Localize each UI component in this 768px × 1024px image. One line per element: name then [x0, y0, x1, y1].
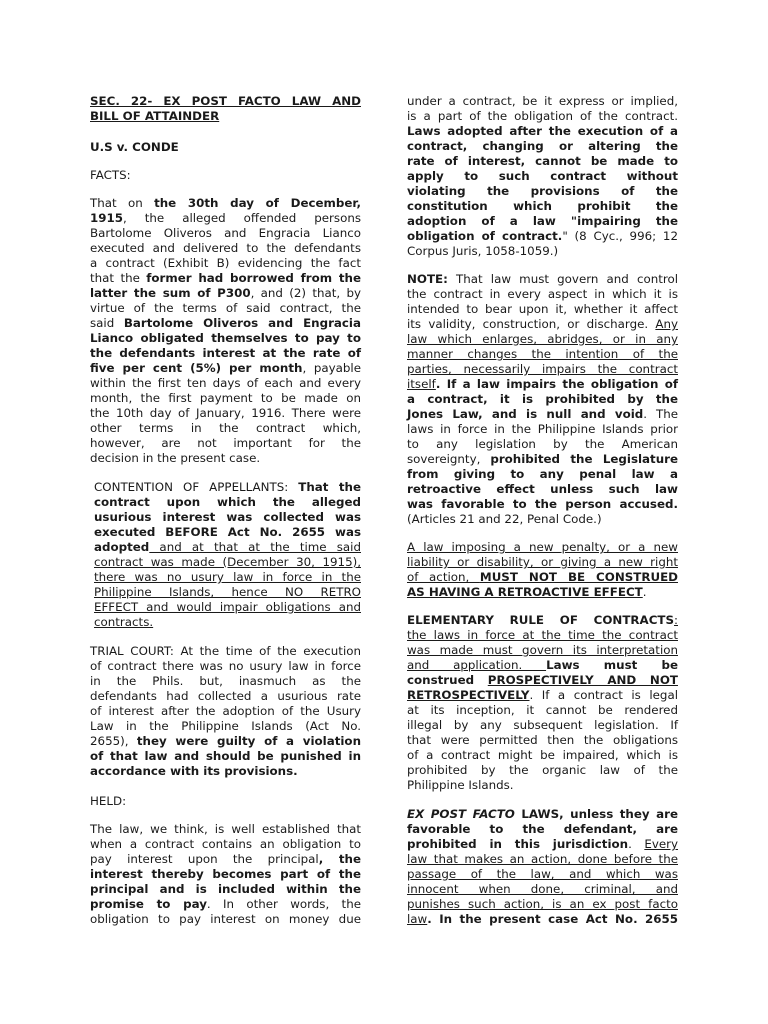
text-line: from giving to any penal law a: [407, 467, 678, 481]
text-line: sovereignty, prohibited the Legislature: [407, 452, 679, 466]
text-line: intended to bear upon it, whether it affect: [407, 302, 678, 316]
text-line: the 10th day of January, 1916. There were: [90, 406, 361, 420]
text-line: the contract in every aspect in which it is: [407, 287, 678, 301]
text-line: AS HAVING A RETROACTIVE EFFECT.: [407, 585, 647, 599]
contention-paragraph: [94, 480, 361, 630]
text-line: accordance with its provisions.: [90, 764, 298, 778]
trial-court-paragraph: [90, 644, 361, 779]
held-heading: HELD:: [90, 794, 127, 808]
text-line: TRIAL COURT: At the time of the execution: [90, 644, 361, 658]
held-label: [90, 794, 361, 809]
text-line: obligation of contract." (8 Cyc., 996; 12: [407, 229, 678, 243]
text-line: principal and is included within the: [90, 882, 361, 896]
facts-label: [90, 168, 361, 183]
text-line: at its inception, it cannot be rendered: [407, 703, 678, 717]
text-line: Corpus Juris, 1058-1059.): [407, 244, 559, 258]
text-line: The law, we think, is well established that: [90, 822, 361, 836]
text-line: laws in force in the Philippine Islands prior: [407, 422, 678, 436]
text-line: law which enlarges, abridges, or in any: [407, 332, 678, 346]
text-line: rate of interest, cannot be made to: [407, 154, 678, 168]
text-line: month, the first payment to be made on: [90, 391, 361, 405]
text-line: retroactive effect unless such law: [407, 482, 678, 496]
text-line: defendants had collected a usurious rate: [90, 689, 361, 703]
text-line: there was no usury law in force in the: [94, 570, 361, 584]
text-line: ELEMENTARY RULE OF CONTRACTS:: [407, 613, 678, 627]
text-line: prohibited in this jurisdiction. Every: [407, 837, 679, 851]
text-line: executed BEFORE Act No. 2655 was: [94, 525, 361, 539]
held-paragraph: [90, 822, 361, 927]
text-line: EFFECT and would impair obligations and: [94, 600, 361, 614]
text-line: that were permitted then the obligations: [407, 733, 678, 747]
text-line: within the first ten days of each and every: [90, 376, 361, 390]
case-title: U.S v. CONDE: [90, 140, 179, 154]
text-line: was made must govern its interpretation: [407, 643, 678, 657]
text-line: executed and delivered to the defendants: [90, 241, 361, 255]
text-line: a contract, it is prohibited by the: [407, 392, 678, 406]
facts-paragraph: [90, 196, 361, 466]
text-line: latter the sum of P300, and (2) that, by: [90, 286, 361, 300]
text-line: virtue of the terms of said contract, the: [90, 301, 361, 315]
text-line: the defendants interest at the rate of: [90, 346, 361, 360]
text-line: in the Phils. but, inasmuch as the: [90, 674, 361, 688]
text-line: of a contract might be impaired, which is: [407, 748, 678, 762]
text-line: a contract (Exhibit B) evidencing the fact: [90, 256, 361, 270]
text-line: pay interest upon the principal, the: [90, 852, 361, 866]
text-line: law. In the present case Act No. 2655: [407, 912, 678, 926]
text-line: of action, MUST NOT BE CONSTRUED: [407, 570, 678, 584]
text-line: CONTENTION OF APPELLANTS: That the: [94, 480, 361, 494]
text-line: decision in the present case.: [90, 451, 261, 465]
text-line: Bartolome Oliveros and Engracia Lianco: [90, 226, 361, 240]
text-line: its validity, construction, or discharge. Any: [407, 317, 678, 331]
text-line: contract, changing or altering the: [407, 139, 678, 153]
text-line: contract was made (December 30, 1915),: [94, 555, 361, 569]
text-line: EX POST FACTO LAWS, unless they are: [407, 807, 679, 821]
text-line: of contract there was no usury law in force: [90, 659, 361, 673]
text-line: law that makes an action, done before the: [407, 852, 678, 866]
elementary-rule-paragraph: [407, 613, 678, 793]
text-line: prohibited by the organic law of the: [407, 763, 678, 777]
text-line: Lianco obligated themselves to pay to: [90, 331, 361, 345]
text-line: adopted and at that at the time said: [94, 540, 361, 554]
continuation-paragraph: [407, 94, 678, 259]
facts-heading: FACTS:: [90, 168, 131, 182]
title-line: BILL OF ATTAINDER: [90, 109, 220, 123]
text-line: contracts.: [94, 615, 154, 629]
section-title: [90, 94, 361, 124]
text-line: favorable to the defendant, are: [407, 822, 678, 836]
text-line: of that law and should be punished in: [90, 749, 361, 763]
text-line: promise to pay. In other words, the: [90, 897, 361, 911]
text-line: adoption of a law "impairing the: [407, 214, 678, 228]
text-line: violating the provisions of the: [407, 184, 678, 198]
text-line: usurious interest was collected was: [94, 510, 361, 524]
text-line: construed PROSPECTIVELY AND NOT: [407, 673, 678, 687]
text-line: constitution which prohibit the: [407, 199, 678, 213]
title-line: SEC. 22- EX POST FACTO LAW AND: [90, 94, 361, 108]
text-line: Philippine Islands, hence NO RETRO: [94, 585, 361, 599]
note-paragraph: [407, 272, 678, 527]
text-line: (Articles 21 and 22, Penal Code.): [407, 512, 602, 526]
text-line: itself. If a law impairs the obligation of: [407, 377, 678, 391]
text-line: interest thereby becomes part of the: [90, 867, 361, 881]
text-line: of interest after the adoption of the Usury: [90, 704, 361, 718]
ex-post-facto-paragraph: [407, 807, 678, 927]
text-line: punishes such action, is an ex post facto: [407, 897, 678, 911]
text-line: 1915, the alleged offended persons: [90, 211, 361, 225]
text-line: is a part of the obligation of the contract.: [407, 109, 678, 123]
case-name: [90, 140, 361, 155]
text-line: under a contract, be it express or implied,: [407, 94, 678, 108]
text-line: parties, necessarily impairs the contract: [407, 362, 678, 376]
text-line: said Bartolome Oliveros and Engracia: [90, 316, 361, 330]
text-line: five per cent (5%) per month, payable: [90, 361, 362, 375]
text-line: A law imposing a new penalty, or a new: [407, 540, 678, 554]
text-line: that the former had borrowed from the: [90, 271, 361, 285]
text-line: That on the 30th day of December,: [90, 196, 361, 210]
text-line: and application. Laws must be: [407, 658, 678, 672]
text-line: innocent when done, criminal, and: [407, 882, 678, 896]
text-line: the laws in force at the time the contract: [407, 628, 678, 642]
text-line: 2655), they were guilty of a violation: [90, 734, 362, 748]
penalty-paragraph: [407, 540, 678, 600]
text-line: Laws adopted after the execution of a: [407, 124, 678, 138]
text-line: NOTE: That law must govern and control: [407, 272, 678, 286]
text-line: liability or disability, or giving a new right: [407, 555, 678, 569]
text-line: illegal by any subsequent legislation. If: [407, 718, 678, 732]
text-line: contract upon which the alleged: [94, 495, 361, 509]
text-line: was favorable to the person accused.: [407, 497, 678, 511]
text-line: when a contract contains an obligation to: [90, 837, 361, 851]
text-line: manner changes the intention of the: [407, 347, 678, 361]
text-line: Philippine Islands.: [407, 778, 514, 792]
text-line: Law in the Philippine Islands (Act No.: [90, 719, 361, 733]
text-line: other terms in the contract which,: [90, 421, 361, 435]
text-line: to any legislation by the American: [407, 437, 678, 451]
text-line: Jones Law, and is null and void. The: [407, 407, 678, 421]
text-line: RETROSPECTIVELY. If a contract is legal: [407, 688, 678, 702]
text-line: passage of the law, and which was: [407, 867, 678, 881]
text-line: apply to such contract without: [407, 169, 678, 183]
text-line: however, are not important for the: [90, 436, 361, 450]
text-line: obligation to pay interest on money due: [90, 912, 361, 926]
